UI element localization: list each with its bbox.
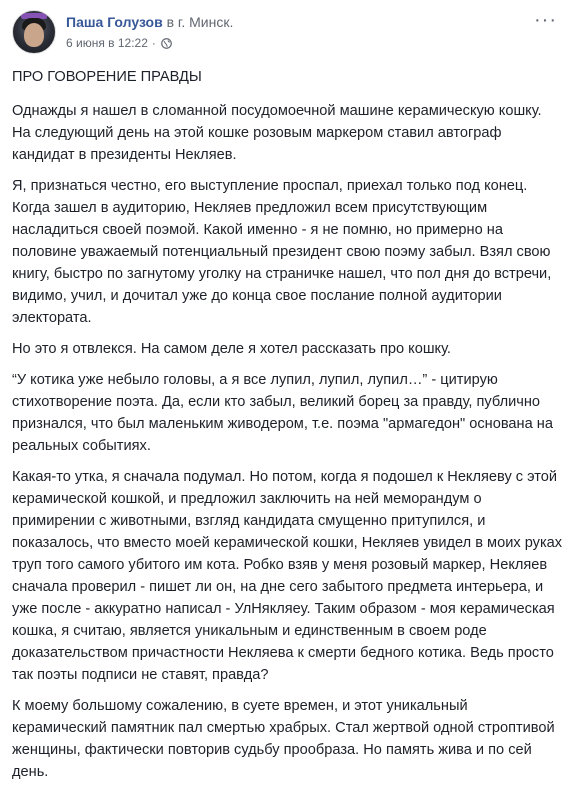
more-options-icon[interactable]: ··· [534,9,557,31]
avatar-face [24,23,44,47]
post-paragraph: Я, признаться честно, его выступление проспал, приехал только под конец. Когда зашел в аудиторию, Некляев предложил всем присутствующим насладиться своей поэмой. Какой именно - я не помню, но примерно на половине уважаемый потенциальный президент свою поэму забыл. Взял свою книгу, быстро по загнутому уголку на страничке нашел, что пол дня до встречи, видимо, учил, и дочитал уже до конца свое послание полной аудитории электората. [12,178,552,326]
post-body [12,66,564,792]
post-title: ПРО ГОВОРЕНИЕ ПРАВДЫ [12,69,202,85]
meta-separator: · [151,36,156,50]
post-paragraph: К моему большому сожалению, в суете времен, и этот уникальный керамический памятник пал смертью храбрых. Стал жертвой одной строптивой женщины, фактически повторив судьбу прообраза. Но память жива и по сей день. [12,698,555,780]
post-paragraph: “У котика уже небыло головы, а я все лупил, лупил, лупил…” - цитирую стихотворение поэта. Да, если кто забыл, великий борец за правду, публично признался, что был маленьким живодером, т.е. поэма "армагедон" основана на реальных событиях. [12,372,553,454]
timestamp-link[interactable]: 6 июня в 12:22 [66,36,148,50]
post-paragraph: Какая-то утка, я сначала подумал. Но потом, когда я подошел к Некляеву с этой керамической кошкой, и предложил заключить на ней меморандум о примирении с животными, взгляд кандидата смущенно притупился, и показалось, что вместо моей керамической кошки, Некляев увидел в моих руках труп того самого убитого им кота. Робко взяв у меня розовый маркер, Некляев сначала проверил - пишет ли он, на дне сего забытого предмета интерьера, и уже после - аккуратно написал - УлНякляеу. Таким образом - моя керамическая кошка, я считаю, является уникальным и единственным в своем роде доказательством причастности Некляева к смерти бедного котика. Ведь просто так поэты подписи не ставят, правда? [12,469,563,683]
author-line [66,14,233,30]
post-header [12,8,561,58]
author-name-link[interactable]: Паша Голузов [66,14,163,30]
post-paragraph: Однажды я нашел в сломанной посудомоечной машине керамическую кошку. На следующий день на этой кошке розовым маркером ставил автограф кандидат в президенты Некляев. [12,103,542,163]
avatar[interactable] [12,10,56,54]
post-meta [66,36,172,50]
post-paragraph: Но это я отвлекся. На самом деле я хотел рассказать про кошку. [12,341,451,357]
location-text[interactable]: в г. Минск. [166,14,234,30]
globe-icon[interactable] [161,38,172,49]
